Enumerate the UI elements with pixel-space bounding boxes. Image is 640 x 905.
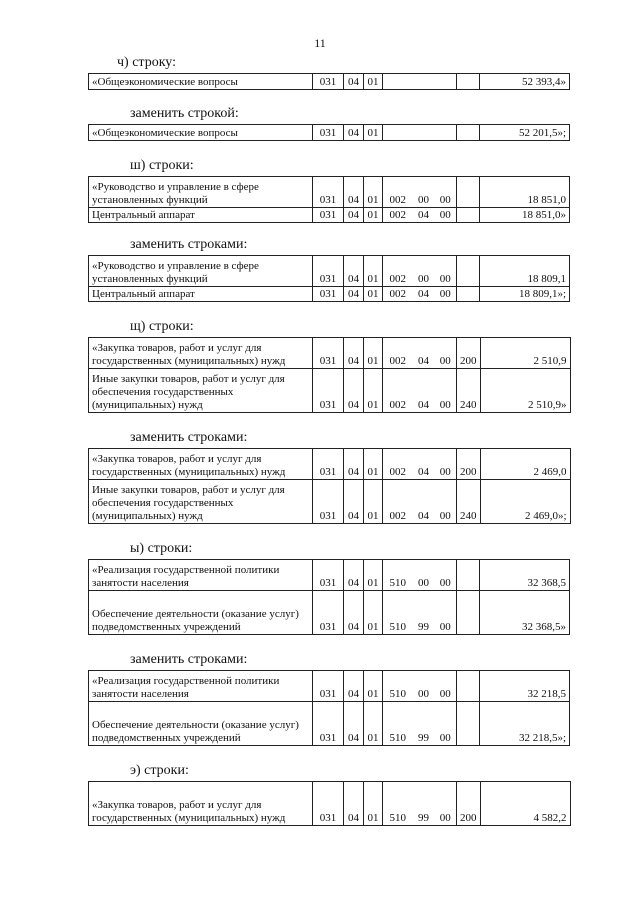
amount-cell: 2 510,9 (480, 338, 570, 369)
amount-cell: 2 469,0»; (480, 480, 570, 524)
section-cell: 04 (344, 369, 364, 413)
target-code-2: 04 (413, 338, 435, 369)
expense-type-cell (457, 74, 480, 90)
subsection-cell: 01 (364, 369, 383, 413)
subsection-cell: 01 (364, 74, 383, 90)
budget-table (88, 255, 570, 302)
subsection-cell: 01 (364, 591, 383, 635)
budget-table (88, 448, 571, 524)
table-row (89, 338, 571, 369)
target-code-3: 00 (435, 782, 457, 826)
item-name-cell: Центральный аппарат (89, 287, 313, 302)
target-code-2: 04 (413, 287, 435, 302)
target-code-1: 002 (383, 256, 413, 287)
subsection-cell: 01 (364, 177, 383, 208)
kvsr-cell: 031 (313, 480, 344, 524)
table-row (89, 449, 571, 480)
target-code-3: 00 (435, 480, 457, 524)
target-code-2: 00 (413, 560, 435, 591)
expense-type-cell: 200 (457, 782, 481, 826)
expense-type-cell: 200 (457, 338, 481, 369)
subsection-cell: 01 (364, 702, 383, 746)
table-row (89, 74, 570, 90)
amount-cell: 18 809,1»; (480, 287, 570, 302)
item-name-cell: Иные закупки товаров, работ и услуг для обеспечения государственных (муниципальных) нужд (89, 369, 313, 413)
table-row (89, 591, 570, 635)
kvsr-cell: 031 (313, 256, 344, 287)
kvsr-cell: 031 (313, 208, 344, 223)
target-code-1: 002 (383, 449, 413, 480)
amount-cell: 18 809,1 (480, 256, 570, 287)
target-code-2 (413, 74, 435, 90)
table-row (89, 702, 570, 746)
section-heading: заменить строками: (130, 652, 248, 667)
expense-type-cell (457, 560, 480, 591)
target-code-3 (435, 74, 457, 90)
expense-type-cell (457, 256, 480, 287)
target-code-1: 002 (383, 287, 413, 302)
item-name-cell: Центральный аппарат (89, 208, 313, 223)
item-name-cell: «Руководство и управление в сфере установленных функций (89, 177, 313, 208)
target-code-2: 04 (413, 369, 435, 413)
kvsr-cell: 031 (313, 671, 344, 702)
section-cell: 04 (344, 256, 364, 287)
kvsr-cell: 031 (313, 287, 344, 302)
table-row (89, 287, 570, 302)
target-code-2: 00 (413, 671, 435, 702)
amount-cell: 52 393,4» (480, 74, 570, 90)
target-code-2: 99 (413, 591, 435, 635)
table-row (89, 671, 570, 702)
section-cell: 04 (344, 702, 364, 746)
table-row (89, 125, 570, 141)
target-code-1: 510 (383, 782, 413, 826)
kvsr-cell: 031 (313, 449, 344, 480)
section-heading: э) строки: (130, 763, 189, 778)
amount-cell: 18 851,0 (480, 177, 570, 208)
subsection-cell: 01 (364, 208, 383, 223)
kvsr-cell: 031 (313, 560, 344, 591)
subsection-cell: 01 (364, 125, 383, 141)
table-row (89, 782, 571, 826)
section-cell: 04 (344, 125, 364, 141)
budget-table (88, 337, 571, 413)
amount-cell: 2 510,9» (480, 369, 570, 413)
item-name-cell: «Закупка товаров, работ и услуг для государственных (муниципальных) нужд (89, 449, 313, 480)
amount-cell: 4 582,2 (480, 782, 570, 826)
section-heading: ы) строки: (130, 541, 193, 556)
target-code-1: 510 (383, 702, 413, 746)
item-name-cell: Обеспечение деятельности (оказание услуг) подведомственных учреждений (89, 702, 313, 746)
kvsr-cell: 031 (313, 177, 344, 208)
target-code-1 (383, 74, 413, 90)
budget-table (88, 176, 570, 223)
target-code-3: 00 (435, 560, 457, 591)
target-code-3: 00 (435, 369, 457, 413)
target-code-3: 00 (435, 591, 457, 635)
amount-cell: 32 368,5 (480, 560, 570, 591)
expense-type-cell (457, 287, 480, 302)
section-cell: 04 (344, 74, 364, 90)
item-name-cell: Обеспечение деятельности (оказание услуг) подведомственных учреждений (89, 591, 313, 635)
target-code-3: 00 (435, 449, 457, 480)
table-row (89, 208, 570, 223)
section-cell: 04 (344, 671, 364, 702)
subsection-cell: 01 (364, 338, 383, 369)
section-cell: 04 (344, 208, 364, 223)
target-code-3: 00 (435, 702, 457, 746)
target-code-3: 00 (435, 256, 457, 287)
subsection-cell: 01 (364, 560, 383, 591)
section-heading: заменить строками: (130, 430, 248, 445)
amount-cell: 52 201,5»; (480, 125, 570, 141)
expense-type-cell (457, 208, 480, 223)
target-code-2: 04 (413, 449, 435, 480)
item-name-cell: «Закупка товаров, работ и услуг для государственных (муниципальных) нужд (89, 782, 313, 826)
table-row (89, 480, 571, 524)
target-code-2: 00 (413, 256, 435, 287)
subsection-cell: 01 (364, 449, 383, 480)
section-cell: 04 (344, 449, 364, 480)
subsection-cell: 01 (364, 480, 383, 524)
section-cell: 04 (344, 560, 364, 591)
item-name-cell: «Общеэкономические вопросы (89, 125, 313, 141)
target-code-1: 002 (383, 369, 413, 413)
expense-type-cell (457, 702, 480, 746)
target-code-1: 002 (383, 338, 413, 369)
section-heading: ш) строки: (130, 158, 194, 173)
item-name-cell: «Реализация государственной политики занятости населения (89, 671, 313, 702)
target-code-2 (413, 125, 435, 141)
target-code-1: 510 (383, 591, 413, 635)
table-row (89, 177, 570, 208)
expense-type-cell: 240 (457, 480, 481, 524)
budget-table (88, 670, 570, 746)
amount-cell: 32 218,5 (480, 671, 570, 702)
target-code-2: 04 (413, 480, 435, 524)
target-code-3: 00 (435, 671, 457, 702)
subsection-cell: 01 (364, 782, 383, 826)
target-code-1: 510 (383, 560, 413, 591)
target-code-1: 002 (383, 208, 413, 223)
section-heading: ч) строку: (117, 55, 177, 70)
target-code-1 (383, 125, 413, 141)
target-code-2: 04 (413, 208, 435, 223)
section-cell: 04 (344, 591, 364, 635)
section-heading: заменить строками: (130, 237, 248, 252)
amount-cell: 32 368,5» (480, 591, 570, 635)
item-name-cell: «Закупка товаров, работ и услуг для государственных (муниципальных) нужд (89, 338, 313, 369)
expense-type-cell (457, 177, 480, 208)
target-code-1: 510 (383, 671, 413, 702)
section-cell: 04 (344, 480, 364, 524)
section-cell: 04 (344, 338, 364, 369)
item-name-cell: «Реализация государственной политики занятости населения (89, 560, 313, 591)
item-name-cell: «Общеэкономические вопросы (89, 74, 313, 90)
target-code-2: 99 (413, 702, 435, 746)
section-cell: 04 (344, 287, 364, 302)
table-row (89, 560, 570, 591)
target-code-3 (435, 125, 457, 141)
page-number: 11 (314, 36, 326, 50)
subsection-cell: 01 (364, 287, 383, 302)
kvsr-cell: 031 (313, 338, 344, 369)
target-code-1: 002 (383, 177, 413, 208)
section-heading: заменить строкой: (130, 106, 239, 121)
expense-type-cell: 200 (457, 449, 481, 480)
amount-cell: 18 851,0» (480, 208, 570, 223)
target-code-2: 99 (413, 782, 435, 826)
target-code-3: 00 (435, 287, 457, 302)
target-code-2: 00 (413, 177, 435, 208)
target-code-3: 00 (435, 338, 457, 369)
table-row (89, 369, 571, 413)
target-code-3: 00 (435, 177, 457, 208)
section-heading: щ) строки: (130, 319, 194, 334)
kvsr-cell: 031 (313, 591, 344, 635)
item-name-cell: «Руководство и управление в сфере установленных функций (89, 256, 313, 287)
table-row (89, 256, 570, 287)
target-code-3: 00 (435, 208, 457, 223)
kvsr-cell: 031 (313, 74, 344, 90)
kvsr-cell: 031 (313, 125, 344, 141)
subsection-cell: 01 (364, 256, 383, 287)
budget-table (88, 781, 571, 826)
kvsr-cell: 031 (313, 782, 344, 826)
target-code-1: 002 (383, 480, 413, 524)
section-cell: 04 (344, 782, 364, 826)
kvsr-cell: 031 (313, 369, 344, 413)
amount-cell: 2 469,0 (480, 449, 570, 480)
section-cell: 04 (344, 177, 364, 208)
subsection-cell: 01 (364, 671, 383, 702)
expense-type-cell (457, 591, 480, 635)
expense-type-cell (457, 125, 480, 141)
budget-table (88, 559, 570, 635)
budget-table (88, 73, 570, 90)
kvsr-cell: 031 (313, 702, 344, 746)
amount-cell: 32 218,5»; (480, 702, 570, 746)
expense-type-cell: 240 (457, 369, 481, 413)
expense-type-cell (457, 671, 480, 702)
budget-table (88, 124, 570, 141)
item-name-cell: Иные закупки товаров, работ и услуг для обеспечения государственных (муниципальных) нужд (89, 480, 313, 524)
